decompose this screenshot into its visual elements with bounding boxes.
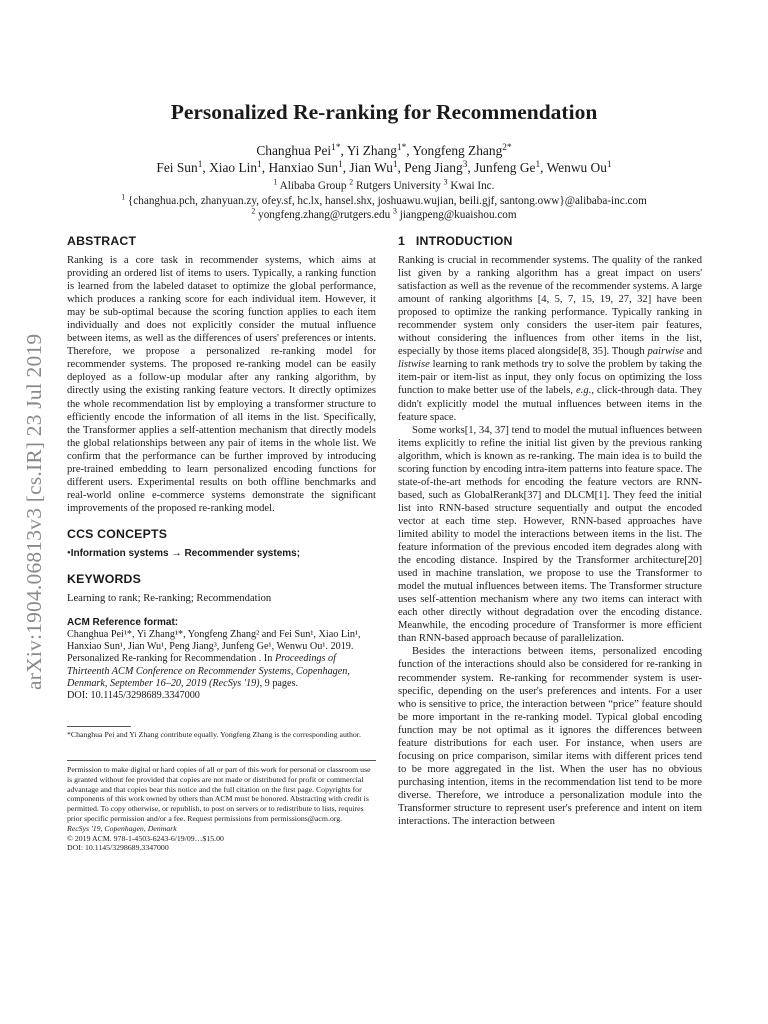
footnote: *Changhua Pei and Yi Zhang contribute equally. Yongfeng Zhang is the corresponding author. xyxy=(67,730,361,740)
author-affiliation-mark: 1* xyxy=(331,142,341,153)
venue-line: RecSys '19, Copenhagen, Denmark xyxy=(67,823,177,833)
affiliations xyxy=(60,179,708,223)
section-number: 1 xyxy=(398,234,406,248)
permission-rule xyxy=(67,760,376,761)
author-list xyxy=(60,142,708,176)
ccs-heading: CCS CONCEPTS xyxy=(67,526,168,541)
email-list-alibaba: {changhua.pch, zhanyuan.zy, ofey.sf, hc.lx, hansel.shx, joshuawu.wujian, beili.gjf, santong.oww}@alibaba-inc.com xyxy=(127,194,647,207)
footnote-rule xyxy=(67,726,131,727)
author-name: Wenwu Ou xyxy=(546,160,607,175)
paper-title: Personalized Re-ranking for Recommendation xyxy=(170,100,598,124)
author-affiliation-mark: 1 xyxy=(535,159,541,170)
intro-paragraph-2: Some works[1, 34, 37] tend to model the mutual influences between items explicitly to refine the initial list given by the previous ranking algorithm, which is known as re-ranking. The main idea is to build the scoring function by encoding intra-item patterns into feature space. The state-of-the-art methods for encoding the feature vectors are RNN-based, such as GlobalRerank[37] and DLCM[1]. They feed the initial list into RNN-based structure sequentially and output the encoded vector at each time step. However, RNN-based approaches have limited ability to model the interactions between items in the list. The feature information of the previous encoded item degrades along with the encoding distance. Inspired by the Transformer architecture[20] used in machine translation, we propose to use the Transformer to model the mutual influences between items. The Transformer structure uses self-attention mechanism where any two items can interact with each other directly without degradation over the encoding distance. Meanwhile, the encoding procedure of Transformer is more efficient than RNN-based approach because of parallelization. xyxy=(398,424,702,645)
affiliation-name: Alibaba Group xyxy=(277,180,347,192)
affiliation-name: Kwai Inc. xyxy=(447,180,495,192)
arxiv-identifier: arXiv:1904.06813v3 [cs.IR] 23 Jul 2019 xyxy=(22,333,46,691)
permission-notice: Permission to make digital or hard copies of all or part of this work for personal or classroom use is granted without fee provided that copies are not made or distributed for profit or commercial advantage and that copies bear this notice and the full citation on the first page. Copyrights for components of this work owned by others than ACM must be honored. Abstracting with credit is permitted. To copy otherwise, or republish, to post on servers or to redistribute to lists, requires prior specific permission and/or a fee. Request permissions from permissions@acm.org. xyxy=(67,765,371,823)
ccs-concepts: •Information systems → Recommender systems; xyxy=(67,547,301,559)
author-name: Xiao Lin xyxy=(209,160,258,175)
keywords-heading: KEYWORDS xyxy=(67,571,142,586)
affiliation-name: Rutgers University xyxy=(353,180,441,192)
author-affiliation-mark: 3 xyxy=(462,159,468,170)
introduction-heading: 1 INTRODUCTION xyxy=(398,234,513,248)
left-column xyxy=(67,234,376,853)
author-affiliation-mark: 1 xyxy=(392,159,398,170)
author-line-2: Fei Sun$^1$, Xiao Lin$^1$, Hanxiao Sun$^1$, Jian Wu$^1$, Peng Jiang$^3$, Junfeng Ge$^1$, Wenwu Ou$^1$ xyxy=(156,159,612,175)
permission-doi: DOI: 10.1145/3298689.3347000 xyxy=(67,843,169,853)
author-name: Changhua Pei xyxy=(256,143,332,158)
author-affiliation-mark: 2* xyxy=(502,142,512,153)
author-affiliation-mark: 1 xyxy=(606,159,612,170)
author-affiliation-mark: 1 xyxy=(338,159,343,170)
ccs-subconcept: Recommender systems; xyxy=(184,547,301,559)
intro-paragraph-1: Ranking is crucial in recommender systems. The quality of the ranked list given by a ranking algorithm has a great impact on users' satisfaction as well as the revenue of the recommender systems. A large amount of ranking algorithms [4, 5, 7, 15, 19, 27, 32] have been proposed to optimize the ranking performance. Typically ranking in recommender system only considers the user-item pair features, without considering the influences from other items in the list, especially by those items placed alongside[8, 35]. Though pairwise and listwise learning to rank methods try to solve the problem by taking the item-pair or item-list as input, they only focus on optimizing the loss function to make better use of the labels, e.g., click-through data. They didn't explicitly model the mutual influences between items in the feature space. xyxy=(398,255,702,423)
acm-reference: Changhua Pei¹*, Yi Zhang¹*, Yongfeng Zhang² and Fei Sun¹, Xiao Lin¹, Hanxiao Sun¹, Jian Wu¹, Peng Jiang³, Junfeng Ge¹, Wenwu Ou¹. 2019. Personalized Re-ranking for Recommendation . In Proceedings of Thirteenth ACM Conference on Recommender Systems, Copenhagen, Denmark, September 16–20, 2019 (RecSys '19), 9 pages. DOI: 10.1145/3298689.3347000 xyxy=(67,628,361,701)
email-line-1: $^1$ {changhua.pch, zhanyuan.zy, ofey.sf, hc.lx, hansel.shx, joshuawu.wujian, beili.gjf, santong.oww}@alibaba-inc.com xyxy=(121,192,647,207)
author-affiliation-mark: 1 xyxy=(257,159,262,170)
intro-paragraph-3: Besides the interactions between items, personalized encoding function of the interactions should also be considered for re-ranking in recommender system. Re-ranking for recommender system is user-specific, depending on the user's preferences and intents. For a user who is sensitive to price, the interaction between “price” feature should be more important in the re-ranking model. Typical global encoding function may be not optimal as it ignores the differences between feature distributions for each user. For instance, when users are focusing on price comparison, similar items with different prices tend to be more aggregated in the list. When the user has no obvious purchasing intention, items in the recommendation list tend to be more diverse. Therefore, we introduce a personalization module into the Transformer structure to represent user's preference and intent on item interactions. The interaction between xyxy=(398,646,702,828)
author-name: Jian Wu xyxy=(349,160,393,175)
email-address: yongfeng.zhang@rutgers.edu xyxy=(255,209,391,222)
affiliation-line: $^1$ Alibaba Group $^2$ Rutgers University $^3$ Kwai Inc. xyxy=(273,177,495,192)
abstract-heading: ABSTRACT xyxy=(67,234,137,248)
author-affiliation-mark: 1 xyxy=(197,159,203,170)
arrow-icon: → xyxy=(171,547,182,559)
author-name: Yongfeng Zhang xyxy=(412,143,503,158)
ccs-concept: Information systems xyxy=(70,547,169,559)
author-name: Yi Zhang xyxy=(346,143,397,158)
author-name: Hanxiao Sun xyxy=(268,160,339,175)
abstract-text: Ranking is a core task in recommender systems, which aims at providing an ordered list of items to users. Typically, a ranking function is learned from the labeled dataset to optimize the global performance, which produces a ranking score for each individual item. However, it may be sub-optimal because the scoring function applies to each item individually and does not explicitly consider the mutual influence between items, as well as the differences of users' preferences or intents. Therefore, we propose a personalized re-ranking model for recommender systems. The proposed re-ranking model can be easily deployed as a follow-up modular after any ranking algorithm, by directly using the existing ranking feature vectors. It directly optimizes the whole recommendation list by employing a transformer structure to efficiently encode the information of all items in the list. Specifically, the Transformer applies a self-attention mechanism that directly models the global relationships between any pair of items in the whole list. We confirm that the performance can be further improved by introducing pre-trained embedding to learn personalized encoding functions for different users. Experimental results on both offline benchmarks and real-world online e-commerce systems demonstrate the significant improvements of the proposed re-ranking model. xyxy=(67,255,376,514)
author-affiliation-mark: 1* xyxy=(396,142,407,153)
keywords-text: Learning to rank; Re-ranking; Recommendation xyxy=(67,592,272,604)
copyright-line: © 2019 ACM. 978-1-4503-6243-6/19/09…$15.00 xyxy=(67,833,224,843)
author-name: Peng Jiang xyxy=(404,160,463,175)
acm-reference-label: ACM Reference format: xyxy=(67,616,179,628)
author-line-1: Changhua Pei$^{1*}$, Yi Zhang$^{1*}$, Yongfeng Zhang$^{2*}$ xyxy=(256,142,512,158)
right-column xyxy=(398,234,702,828)
acm-doi: DOI: 10.1145/3298689.3347000 xyxy=(67,690,200,701)
email-address: jiangpeng@kuaishou.com xyxy=(396,209,517,222)
author-name: Junfeng Ge xyxy=(474,160,536,175)
author-name: Fei Sun xyxy=(156,160,198,175)
email-line-2: $^2$ yongfeng.zhang@rutgers.edu $^3$ jiangpeng@kuaishou.com xyxy=(251,206,517,222)
